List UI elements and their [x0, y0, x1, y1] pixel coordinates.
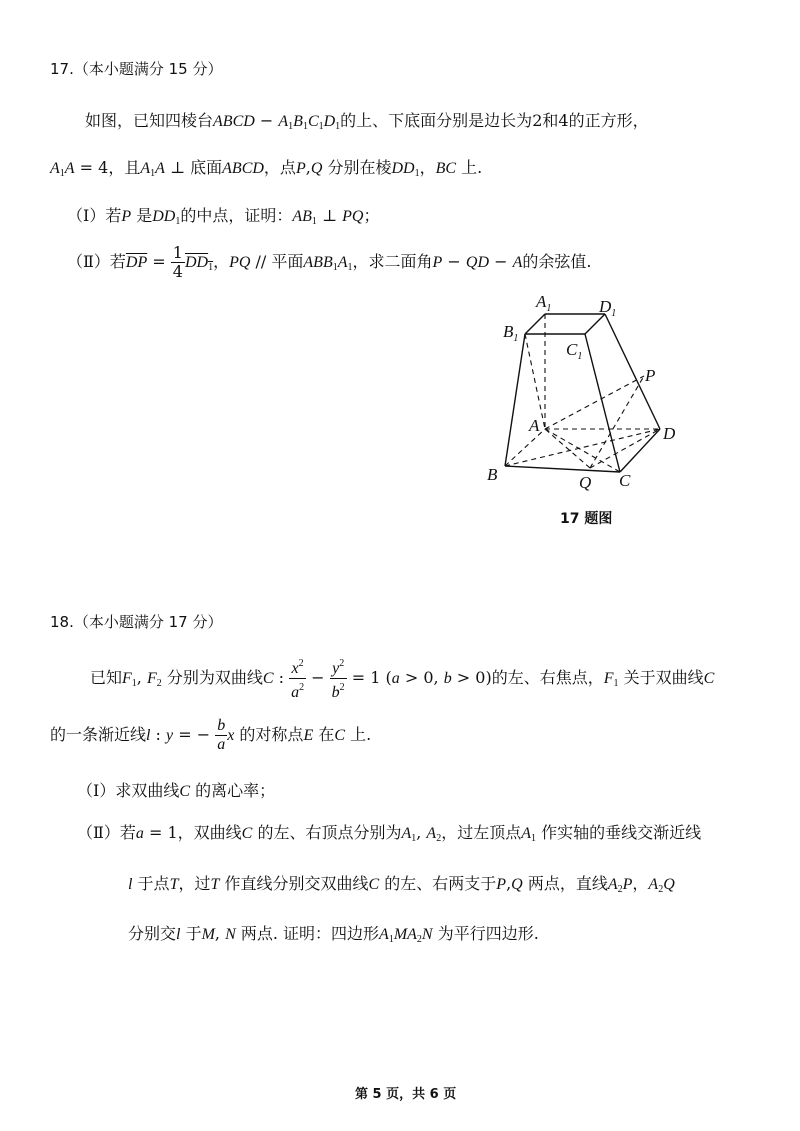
q18-intro-line: 已知$F_1$, $F_2$ 分别为双曲线C : $\frac{x^2}{a^2}$ − $\frac{y^2}{b^2}$ = 1 (a > 0, b > 0)的左、右焦点，$F_1$ 关于双曲线C: [90, 655, 714, 702]
q18-line2-a: 的一条渐近线: [50, 725, 147, 744]
q18-intro-b: 分别为双曲线: [166, 668, 263, 687]
q18-part1-a: （Ⅰ）求双曲线: [77, 781, 180, 800]
q17-part2-c: ，求二面角: [352, 252, 433, 271]
q17-part1-a: 是: [136, 206, 153, 225]
q17-part1-c: ；: [363, 206, 380, 225]
q17-cond-b: 底面: [190, 158, 223, 177]
q17-part1: （Ⅰ）若P 是$DD_1$的中点，证明：$AB_1$ ⊥ PQ；: [67, 206, 380, 227]
q17-frustum-figure: [478, 286, 718, 496]
q17-cond-c: ，点: [263, 158, 296, 177]
label-p: P: [645, 366, 656, 385]
q18-line5-a: 于点: [137, 874, 170, 893]
q17-cond-a: ，且: [108, 158, 141, 177]
q18-line5-c: 作直线分别交双曲线: [224, 874, 369, 893]
q17-condition-line: $A_1A = 4$，且$A_1A$ ⊥ 底面ABCD，点P,Q 分别在棱$DD_1$，BC 上.: [50, 158, 483, 179]
label-c1: $C_1$: [566, 340, 583, 362]
q18-part2-line2: l 于点T，过T 作直线分别交双曲线C 的左、右两支于P,Q 两点，直线$A_2P$，$A_2Q$: [128, 874, 675, 895]
q18-part1-b: 的离心率；: [195, 781, 276, 800]
label-b1: $B_1$: [503, 322, 519, 344]
label-b: B: [487, 465, 498, 484]
page-footer: 第 5 页，共 6 页: [355, 1087, 457, 1102]
q18-fraction-y2-b2: $\frac{y^2}{b^2}$: [330, 655, 347, 702]
q17-num-4: 4: [558, 111, 569, 130]
q17-fraction-1-4: $\frac{1}{4}$: [172, 243, 183, 281]
seg-q-a: [545, 429, 590, 468]
q18-intro-a: 已知: [90, 668, 123, 687]
q18-line2-b: 的对称点: [239, 725, 304, 744]
label-a1: $A_1$: [536, 292, 552, 314]
q17-part2-label: （Ⅱ）若: [67, 252, 126, 271]
q18-asymptote-line: 的一条渐近线l : y = − $\frac{b}{a}$ x 的对称点E 在C 上.: [50, 717, 372, 753]
q17-part2-b: 平面: [271, 252, 304, 271]
q17-cond-e: ，: [419, 158, 436, 177]
q18-line2-c: 在: [318, 725, 335, 744]
edge-b-c: [505, 466, 620, 472]
q18-part1: （Ⅰ）求双曲线C 的离心率；: [77, 781, 276, 800]
label-a: A: [529, 416, 540, 435]
q17-intro-a: 如图，已知四棱台: [85, 111, 214, 130]
q18-part2-a: ，双曲线: [177, 823, 242, 842]
q18-header: 18.（本小题满分 17 分）: [50, 613, 223, 631]
diag-b1-a: [525, 334, 545, 429]
q17-header: 17.（本小题满分 15 分）: [50, 60, 223, 78]
label-d1: $D_1$: [599, 297, 617, 319]
q18-fraction-b-a: $\frac{b}{a}$: [217, 717, 226, 753]
q18-part2-d: 作实轴的垂线交渐近线: [541, 823, 702, 842]
q18-fraction-x2-a2: $\frac{x^2}{a^2}$: [289, 655, 306, 702]
q17-figure-caption: 17 题图: [560, 511, 613, 527]
q17-he: 和: [542, 111, 559, 130]
q18-part2-line3: 分别交l 于M, N 两点. 证明：四边形$A_1MA_2N$ 为平行四边形.: [128, 924, 539, 945]
q17-part2-d: 的余弦值.: [522, 252, 592, 271]
q18-line6-c: 两点. 证明：四边形: [240, 924, 380, 943]
q18-line5-b: ，过: [178, 874, 211, 893]
q18-line2-d: 上.: [350, 725, 372, 744]
q17-part1-label: （Ⅰ）若: [67, 206, 122, 225]
q17-part1-b: 的中点，证明：: [180, 206, 293, 225]
q17-intro-line: 如图，已知四棱台ABCD − $A_1B_1C_1D_1$的上、下底面分别是边长为2和4的正方形，: [85, 111, 649, 132]
q18-line6-d: 为平行四边形.: [437, 924, 539, 943]
q18-part2-b: 的左、右顶点分别为: [257, 823, 402, 842]
edge-c1-c: [585, 334, 620, 472]
q17-cond-f: 上.: [461, 158, 483, 177]
q18-line6-b: 于: [185, 924, 202, 943]
seg-q-d: [590, 429, 660, 468]
q18-part2-label: （Ⅱ）若: [77, 823, 136, 842]
q17-intro-c: 的正方形，: [568, 111, 649, 130]
q18-intro-c: 的左、右焦点，: [491, 668, 604, 687]
q18-part2: （Ⅱ）若a = 1，双曲线C 的左、右顶点分别为$A_1$, $A_2$，过左顶点$A_1$ 作实轴的垂线交渐近线: [77, 823, 702, 844]
q18-line5-d: 的左、右两支于: [384, 874, 497, 893]
q18-intro-d: 关于双曲线: [623, 668, 704, 687]
q18-line6-a: 分别交: [128, 924, 177, 943]
seg-a-p: [545, 376, 644, 429]
q17-part2: （Ⅱ）若$\overline{DP}$ = $\frac{1}{4}$ $DD_1$，PQ // 平面$ABB_1A_1$，求二面角P − QD − A的余弦值.: [67, 243, 592, 281]
q17-num-2: 2: [532, 111, 543, 130]
edge-b1-a1: [525, 314, 545, 334]
q18-line5-e: 两点，直线: [527, 874, 608, 893]
edge-d1-c1: [585, 314, 605, 334]
label-q: Q: [579, 473, 592, 492]
q18-part2-c: ，过左顶点: [441, 823, 522, 842]
q17-part2-a: ，: [213, 252, 230, 271]
edge-c-d: [620, 429, 660, 472]
label-c: C: [619, 471, 631, 490]
edge-b1-b: [505, 334, 525, 466]
q17-intro-b: 的上、下底面分别是边长为: [340, 111, 533, 130]
q17-cond-d: 分别在棱: [327, 158, 392, 177]
label-d: D: [663, 424, 676, 443]
